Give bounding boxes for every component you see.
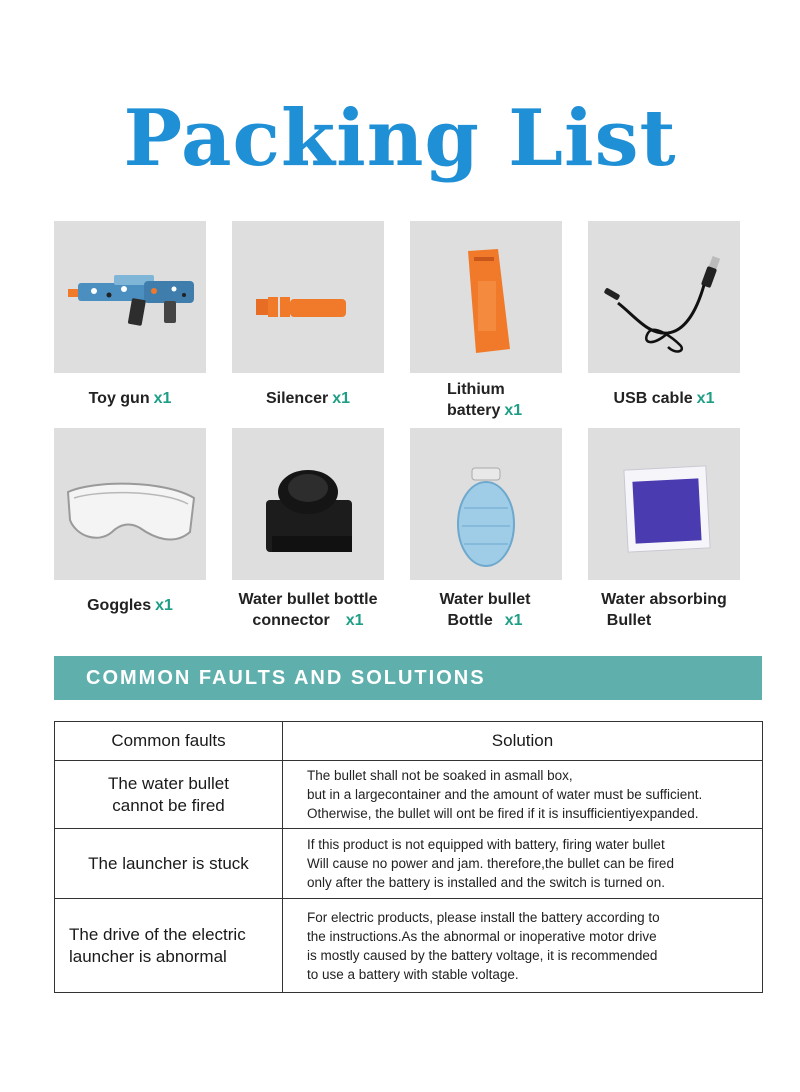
table-header-row xyxy=(55,722,763,761)
table-row xyxy=(55,899,763,993)
item-caption: Lithium battery x1 xyxy=(447,381,523,419)
faults-section-banner xyxy=(54,656,762,700)
table-row xyxy=(55,761,763,829)
usb-cable-image xyxy=(588,221,740,373)
page-title: Packing List xyxy=(123,93,677,184)
faults-section-heading: COMMON FAULTS AND SOLUTIONS xyxy=(86,667,486,689)
fault-cell: The launcher is stuck xyxy=(55,829,283,899)
toy-gun-image xyxy=(54,221,206,373)
water-bullet-bottle-image xyxy=(410,428,562,580)
water-absorbing-bullet-image xyxy=(588,428,740,580)
silencer-image xyxy=(232,221,384,373)
item-caption: Goggles x1 xyxy=(87,597,173,614)
bottle-connector-image xyxy=(232,428,384,580)
table-row xyxy=(55,829,763,899)
item-caption: Water absorbing Bullet xyxy=(601,591,727,629)
lithium-battery-image xyxy=(410,221,562,373)
item-caption: Water bullet bottle connector x1 xyxy=(238,591,378,629)
solution-cell: If this product is not equipped with battery, firing water bullet Will cause no power and jam. therefore,the bullet can be fired only after the battery is installed and the switch is turned on. xyxy=(283,829,763,899)
item-caption: Water bullet Bottle x1 xyxy=(439,591,531,629)
col-header-faults: Common faults xyxy=(55,722,283,761)
goggles-image xyxy=(54,428,206,580)
item-caption: Toy gun x1 xyxy=(88,390,172,407)
faults-table xyxy=(54,721,763,993)
fault-cell: The water bullet cannot be fired xyxy=(55,761,283,829)
solution-cell: The bullet shall not be soaked in asmall box, but in a largecontainer and the amount of water must be sufficient. Otherwise, the bullet will ont be fired if it is insufficientiyexpanded. xyxy=(283,761,763,829)
item-caption: USB cable x1 xyxy=(613,390,715,407)
col-header-solution: Solution xyxy=(283,722,763,761)
solution-cell: For electric products, please install the battery according to the instructions.As the abnormal or inoperative motor drive is mostly caused by the battery voltage, it is recommended to use a battery with stable voltage. xyxy=(283,899,763,993)
fault-cell: The drive of the electric launcher is abnormal xyxy=(55,899,283,993)
item-caption: Silencer x1 xyxy=(265,390,351,407)
